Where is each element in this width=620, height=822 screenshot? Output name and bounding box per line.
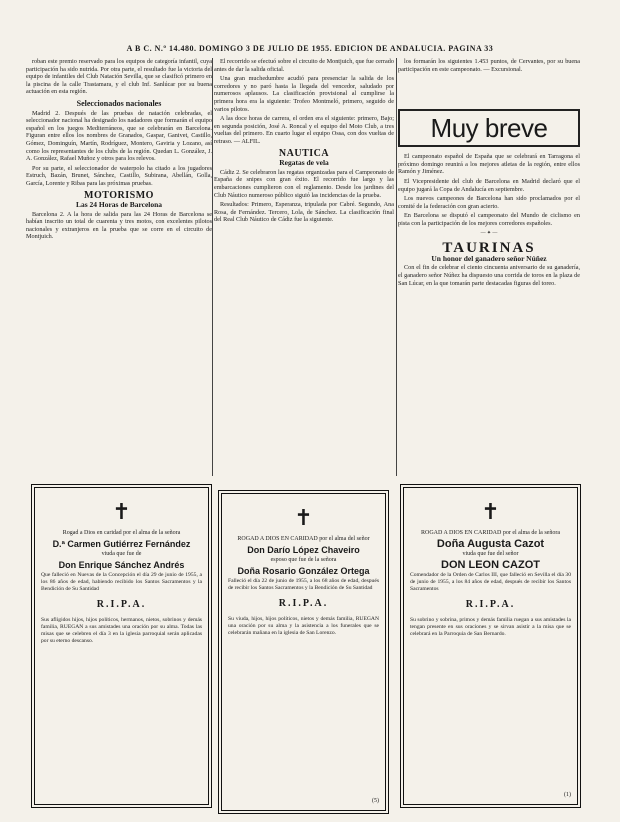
family-notice: Su viuda, hijos, hijos políticos, nietos y demás familia, RUEGAN una oración por su alma y la asistencia a los funerales que se celebrarán mañana en la iglesia de San Lorenzo. [228,615,379,636]
relation-text: viuda que fue de [101,551,142,558]
article-text: Por su parte, el seleccionador de waterpolo ha citado a los jugadores Estruch, Bazán, Brunet, Sánchez, Castillo, Subirana, Abellán, Golla, García, Lorente y Ribas para las próximas pruebas. [26,164,212,187]
family-notice: Su sobrino y sobrina, primos y demás familia ruegan a sus amistades la tengan presente en sus oraciones y se sirvan asistir a la misa que se celebrará en la Parroquia de San Bernardo. [410,616,571,637]
article-text: Cádiz 2. Se celebraron las regatas organizadas para el Campeonato de España de snipes con gran éxito. El recorrido fue largo y las embarcaciones cumplieron con el reglamento. Desde los jardines del Club Náutico numeroso público siguió las incidencias de la prueba. [214,168,394,199]
deceased-name: D.ª Carmen Gutiérrez Fernández [52,538,191,549]
ad-number: (1) [564,792,571,799]
article-text: Madrid 2. Después de las pruebas de natación celebradas, el seleccionador nacional ha designado los nadadores que formarán el equipo español en los juegos Mediterráneos, que se celebrarán en Barcelona. Figuran entre ellos los nombres de Granados, Gaspar, Ganivet, Castillo, Gómez, Dominguín, Martín, Rodríguez, Montero, Gaviria y Lozano, así como los representantes de los clubs de la región. Quedan L. González, J. A. González, Rafael Muñoz y otros para los relevos. [26,109,212,163]
cross-icon: ✝ [294,505,313,530]
muy-breve-masthead: Muy breve [398,109,580,147]
column-1 [26,58,212,476]
article-text: El recorrido se efectuó sobre el circuito de Montjuich, que fue cerrado antes de dar la salida oficial. [214,58,394,73]
column-divider [396,58,397,476]
ripa-mark: R.I.P.A. [465,599,516,611]
brief-item: El campeonato español de España que se celebrará en Tarragona el próximo domingo reunirá a los mejores atletas de la región, entre ellos Ramón y Jiménez. [398,153,580,176]
article-text: roban este premio reservado para los equipos de categoría infantil, cuya participación ha sido nutrida. Por otra parte, el resultado fue la victoria del equipo de infantiles del Club Natación Sevilla, que se clasificó primero en la piscina de la calle Trastamara, y el club Inf. Sanlúcar por su buena actuación en esta región. [26,58,212,96]
column-divider [212,58,213,476]
article-text: Resultados: Primero, Esperanza, tripulada por Cabré. Segundo, Ana Rosa, de Fernández. Tercero, Lola, de Sánchez. La clasificación final del Real Club Náutico de Cádiz fue la siguiente. [214,201,394,224]
brief-item: Los nuevos campeones de Barcelona han sido proclamados por el comité de la federación con gran acierto. [398,195,580,210]
obituary-preface: ROGAD A DIOS EN CARIDAD por el alma de la señora [421,530,560,536]
section-subheading: Un honor del ganadero señor Núñez [431,253,547,263]
ripa-mark: R.I.P.A. [278,598,329,610]
section-subheading: Las 24 Horas de Barcelona [75,200,163,210]
ad-number: (5) [372,798,379,805]
obituary-body: Que falleció en Nuevas de la Concepción el día 29 de junio de 1955, a los 86 años de edad, habiendo recibido los Santos Sacramentos y la Bendición de Su Santidad [41,572,202,593]
ornament-divider: — ✦ — [480,230,498,236]
obituary-preface: Rogad a Dios en caridad por el alma de la señora [62,530,181,536]
section-heading-taurinas: TAURINAS [442,240,536,257]
cross-icon: ✝ [481,499,500,524]
family-notice: Sus afligidos hijos, hijos políticos, hermanos, nietos, sobrinos y demás familia, RUEGAN a sus amistades una oración por su alma. Todas las misas que se celebren el día 3 en la iglesia parroquial serán aplicadas por su eterno descanso. [41,616,202,644]
obituary-box [218,490,389,814]
brief-item: En Barcelona se disputó el campeonato del Mundo de ciclismo en pista con la participación de los mejores corredores españoles. [398,212,580,227]
column-3 [398,58,580,476]
obituary-box [400,484,581,808]
relation-text: viuda que fue del señor [462,551,519,558]
ripa-mark: R.I.P.A. [96,599,147,611]
obituary-body: Comendador de la Orden de Carlos III, que falleció en Sevilla el día 30 de junio de 1955, a los 84 años de edad, después de recibir los Santos Sacramentos [410,572,571,593]
spouse-name: DON LEON CAZOT [441,558,540,571]
spouse-name: Don Enrique Sánchez Andrés [58,559,185,570]
cross-icon: ✝ [112,499,131,524]
relation-text: esposo que fue de la señora [270,557,337,564]
page-header: A B C. N.º 14.480. DOMINGO 3 DE JULIO DE 1955. EDICION DE ANDALUCIA. PAGINA 33 [126,44,494,53]
spouse-name: Doña Rosario González Ortega [237,565,370,576]
section-heading-motorismo: MOTORISMO [84,189,154,201]
section-heading-seleccionados: Seleccionados nacionales [76,98,162,108]
article-text: Barcelona 2. A la hora de salida para las 24 Horas de Barcelona se habían inscrito un total de cuarenta y tres motos, con excelentes pilotos nacionales y extranjeros en la prueba que se corre en el circuito de Montjuich. [26,210,212,241]
obituary-box [31,484,212,808]
article-text: los formarán los siguientes 1.453 puntos, de Cervantes, por su buena participación en este campeonato. — Excursional. [398,58,580,73]
obituary-body: Falleció el día 22 de junio de 1955, a los 68 años de edad, después de recibir los Santos Sacramentos y la Bendición de Su Santidad [228,578,379,592]
brief-item: El Vicepresidente del club de Barcelona en Madrid declaró que el equipo jugará la Copa de Andalucía en septiembre. [398,177,580,193]
column-2 [214,58,394,476]
deceased-name: Doña Augusta Cazot [436,537,545,550]
article-text: Una gran muchedumbre acudió para presenciar la salida de los corredores y no paró hasta la llegada del vencedor, saludado por numerosos aplausos. La clasificación provisional al cumplirse la primera hora era la siguiente: Trofeo Montmeló, primero, seguido de varios pilotos. [214,75,394,113]
obituary-preface: ROGAD A DIOS EN CARIDAD por el alma del señor [237,536,370,542]
section-heading-nautica: NAUTICA [278,147,330,159]
section-subheading: Regatas de vela [279,158,329,168]
article-text: Con el fin de celebrar el ciento cincuenta aniversario de su ganadería, el ganadero señor Núñez ha dispuesto una corrida de toros en la plaza de San Lúcar, en la que tomarán parte destacadas figuras del toreo. [398,264,580,287]
article-text: A las doce horas de carrera, el orden era el siguiente: primero, Bajo; en segunda posición, José A. Roncal y el equipo del Moto Club, a tres vueltas del primero. En cuarto lugar el equipo Ossa, con dos vueltas de retraso. — ALFIL. [214,115,394,145]
deceased-name: Don Darío López Chaveiro [247,544,360,555]
